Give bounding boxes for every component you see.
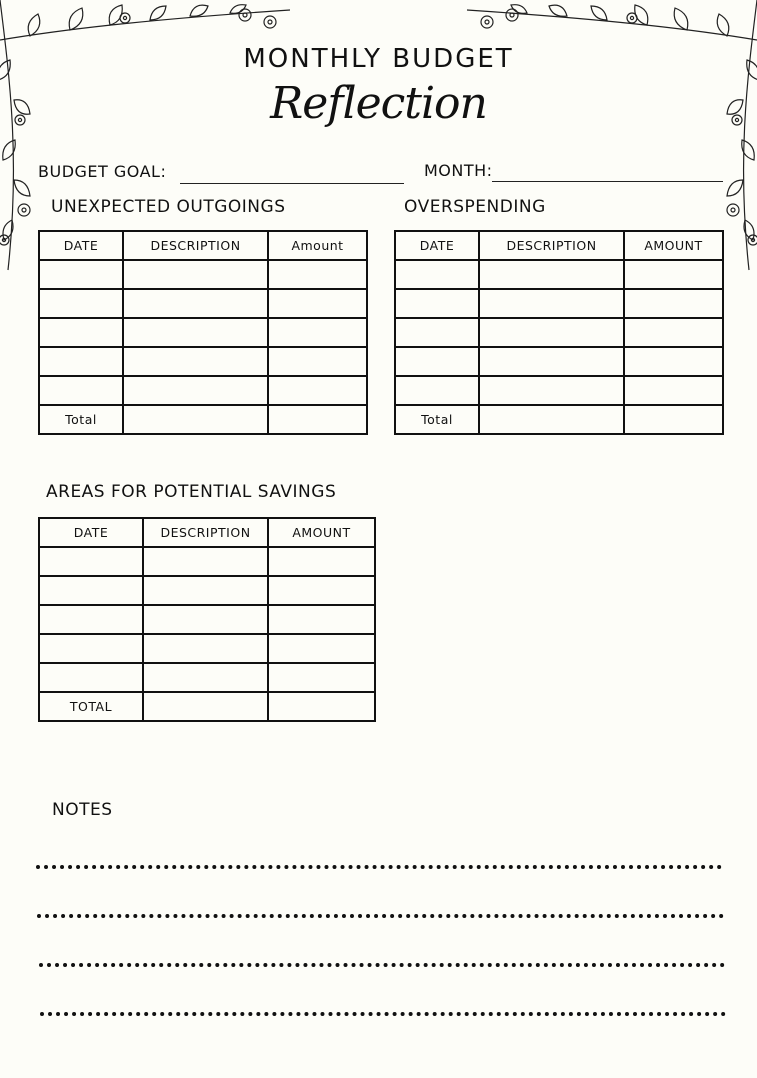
notes-line[interactable] — [40, 1012, 726, 1016]
table-cell[interactable] — [123, 347, 268, 376]
table-cell[interactable] — [624, 376, 723, 405]
table-cell[interactable] — [395, 347, 479, 376]
table-cell[interactable] — [39, 318, 123, 347]
total-label: TOTAL — [39, 692, 143, 721]
table-row — [395, 318, 723, 347]
column-header: Amount — [268, 231, 367, 260]
table-row — [395, 289, 723, 318]
table-cell[interactable] — [268, 289, 367, 318]
total-row — [39, 692, 375, 721]
table-row — [39, 605, 375, 634]
page-subtitle: Reflection — [270, 78, 487, 129]
total-amount-cell[interactable] — [268, 692, 375, 721]
table-row — [395, 347, 723, 376]
unexpected-outgoings-title: UNEXPECTED OUTGOINGS — [51, 197, 286, 217]
table-cell[interactable] — [143, 605, 268, 634]
table-cell[interactable] — [123, 289, 268, 318]
budget-goal-label: BUDGET GOAL: — [38, 162, 167, 181]
column-header: DATE — [39, 518, 143, 547]
table-cell[interactable] — [624, 318, 723, 347]
table-cell[interactable] — [395, 289, 479, 318]
table-cell[interactable] — [268, 376, 367, 405]
table-cell[interactable] — [39, 260, 123, 289]
table-cell[interactable] — [624, 260, 723, 289]
table-cell[interactable] — [395, 260, 479, 289]
table-cell[interactable] — [479, 347, 624, 376]
table-cell[interactable] — [39, 634, 143, 663]
table-cell[interactable] — [268, 260, 367, 289]
table-row — [39, 289, 367, 318]
table-header-row — [39, 518, 375, 547]
column-header: AMOUNT — [268, 518, 375, 547]
table-cell[interactable] — [395, 376, 479, 405]
month-field[interactable] — [492, 181, 723, 182]
table-cell[interactable] — [143, 547, 268, 576]
table-row — [39, 347, 367, 376]
table-row — [39, 547, 375, 576]
total-label: Total — [395, 405, 479, 434]
table-cell[interactable] — [143, 663, 268, 692]
table-cell[interactable] — [39, 347, 123, 376]
table-cell[interactable] — [39, 605, 143, 634]
table-cell[interactable] — [479, 405, 624, 434]
table-cell[interactable] — [268, 634, 375, 663]
table-cell[interactable] — [395, 318, 479, 347]
table-cell[interactable] — [143, 692, 268, 721]
table-cell[interactable] — [39, 663, 143, 692]
column-header: DESCRIPTION — [143, 518, 268, 547]
table-row — [395, 260, 723, 289]
table-cell[interactable] — [39, 576, 143, 605]
month-label: MONTH: — [424, 161, 493, 180]
potential-savings-table — [38, 517, 376, 722]
table-cell[interactable] — [268, 347, 367, 376]
unexpected-outgoings-table — [38, 230, 368, 435]
table-row — [39, 376, 367, 405]
table-cell[interactable] — [624, 289, 723, 318]
table-cell[interactable] — [39, 376, 123, 405]
total-label: Total — [39, 405, 123, 434]
table-cell[interactable] — [479, 318, 624, 347]
table-cell[interactable] — [143, 576, 268, 605]
total-row — [39, 405, 367, 434]
table-row — [39, 318, 367, 347]
table-cell[interactable] — [268, 547, 375, 576]
notes-title: NOTES — [52, 800, 113, 820]
column-header: DATE — [39, 231, 123, 260]
column-header: DESCRIPTION — [123, 231, 268, 260]
table-cell[interactable] — [123, 260, 268, 289]
table-cell[interactable] — [479, 289, 624, 318]
table-cell[interactable] — [123, 376, 268, 405]
table-cell[interactable] — [123, 405, 268, 434]
overspending-table — [394, 230, 724, 435]
table-row — [39, 663, 375, 692]
table-cell[interactable] — [39, 547, 143, 576]
table-cell[interactable] — [123, 318, 268, 347]
total-amount-cell[interactable] — [624, 405, 723, 434]
table-cell[interactable] — [143, 634, 268, 663]
table-cell[interactable] — [39, 289, 123, 318]
notes-line[interactable] — [37, 914, 724, 918]
column-header: DESCRIPTION — [479, 231, 624, 260]
table-cell[interactable] — [268, 605, 375, 634]
table-header-row — [395, 231, 723, 260]
column-header: AMOUNT — [624, 231, 723, 260]
table-row — [39, 634, 375, 663]
column-header: DATE — [395, 231, 479, 260]
table-row — [395, 376, 723, 405]
page-title: MONTHLY BUDGET — [243, 44, 514, 74]
potential-savings-title: AREAS FOR POTENTIAL SAVINGS — [46, 482, 337, 502]
overspending-title: OVERSPENDING — [404, 197, 546, 217]
notes-line[interactable] — [36, 865, 722, 869]
table-cell[interactable] — [624, 347, 723, 376]
total-amount-cell[interactable] — [268, 405, 367, 434]
notes-line[interactable] — [39, 963, 725, 967]
table-cell[interactable] — [268, 318, 367, 347]
table-cell[interactable] — [268, 576, 375, 605]
table-cell[interactable] — [479, 260, 624, 289]
total-row — [395, 405, 723, 434]
table-cell[interactable] — [268, 663, 375, 692]
table-header-row — [39, 231, 367, 260]
table-row — [39, 576, 375, 605]
table-cell[interactable] — [479, 376, 624, 405]
budget-goal-field[interactable] — [180, 183, 404, 184]
table-row — [39, 260, 367, 289]
